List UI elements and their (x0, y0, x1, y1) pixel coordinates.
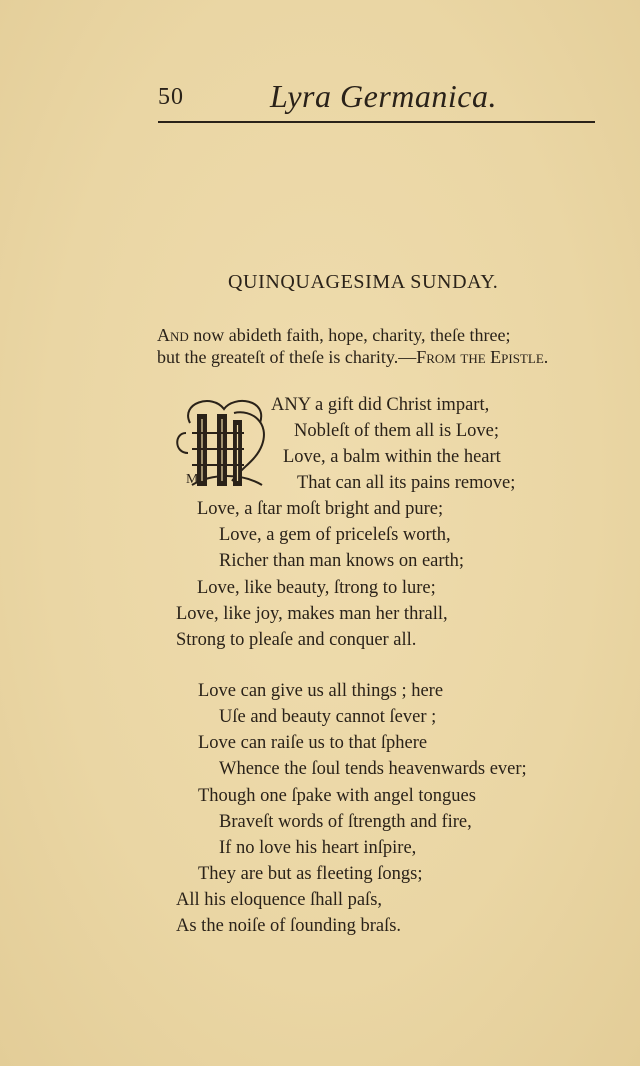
stanza2-line-9: All his eloquence ſhall paſs, (176, 890, 383, 910)
epigraph-line-1-text: now abideth faith, hope, charity, theſe three; (188, 325, 511, 345)
ornamental-dropcap (172, 393, 276, 493)
stanza2-line-1: Love can give us all things ; here (198, 681, 444, 701)
epigraph-lead-word: And (157, 325, 189, 345)
stanza2-line-10: As the noiſe of ſounding braſs. (176, 916, 402, 936)
stanza2-line-6: Braveſt words of ſtrength and fire, (219, 812, 472, 832)
epigraph-source: From the Epistle. (416, 347, 549, 367)
epigraph-line-2 (157, 347, 548, 368)
epigraph-line-2-text: but the greateſt of theſe is charity.— (157, 347, 417, 367)
stanza1-line-1: ANY a gift did Christ impart, (271, 395, 490, 415)
poem-title: QUINQUAGESIMA SUNDAY. (228, 271, 499, 293)
stanza1-line-8: Love, like beauty, ſtrong to lure; (197, 578, 436, 598)
stanza1-line-4: That can all its pains remove; (297, 473, 516, 493)
stanza1-line-2: Nobleſt of them all is Love; (294, 421, 499, 441)
stanza2-line-7: If no love his heart inſpire, (219, 838, 417, 858)
stanza2-line-5: Though one ſpake with angel tongues (198, 786, 476, 806)
stanza2-line-3: Love can raiſe us to that ſphere (198, 733, 428, 753)
stanza1-line-10: Strong to pleaſe and conquer all. (176, 630, 417, 650)
stanza1-line-7: Richer than man knows on earth; (219, 551, 465, 571)
header-rule (158, 121, 595, 123)
stanza2-line-4: Whence the ſoul tends heavenwards ever; (219, 759, 527, 779)
stanza1-line-5: Love, a ſtar moſt bright and pure; (197, 499, 444, 519)
page-number: 50 (158, 84, 184, 110)
stanza2-line-8: They are but as fleeting ſongs; (198, 864, 423, 884)
stanza1-line-6: Love, a gem of priceleſs worth, (219, 525, 451, 545)
running-head: Lyra Germanica. (270, 78, 497, 114)
stanza2-line-2: Uſe and beauty cannot ſever ; (219, 707, 437, 727)
epigraph-line-1 (157, 325, 511, 346)
stanza1-line-3: Love, a balm within the heart (283, 447, 501, 467)
stanza1-line-9: Love, like joy, makes man her thrall, (176, 604, 448, 624)
dropcap-letter: M (186, 472, 199, 487)
